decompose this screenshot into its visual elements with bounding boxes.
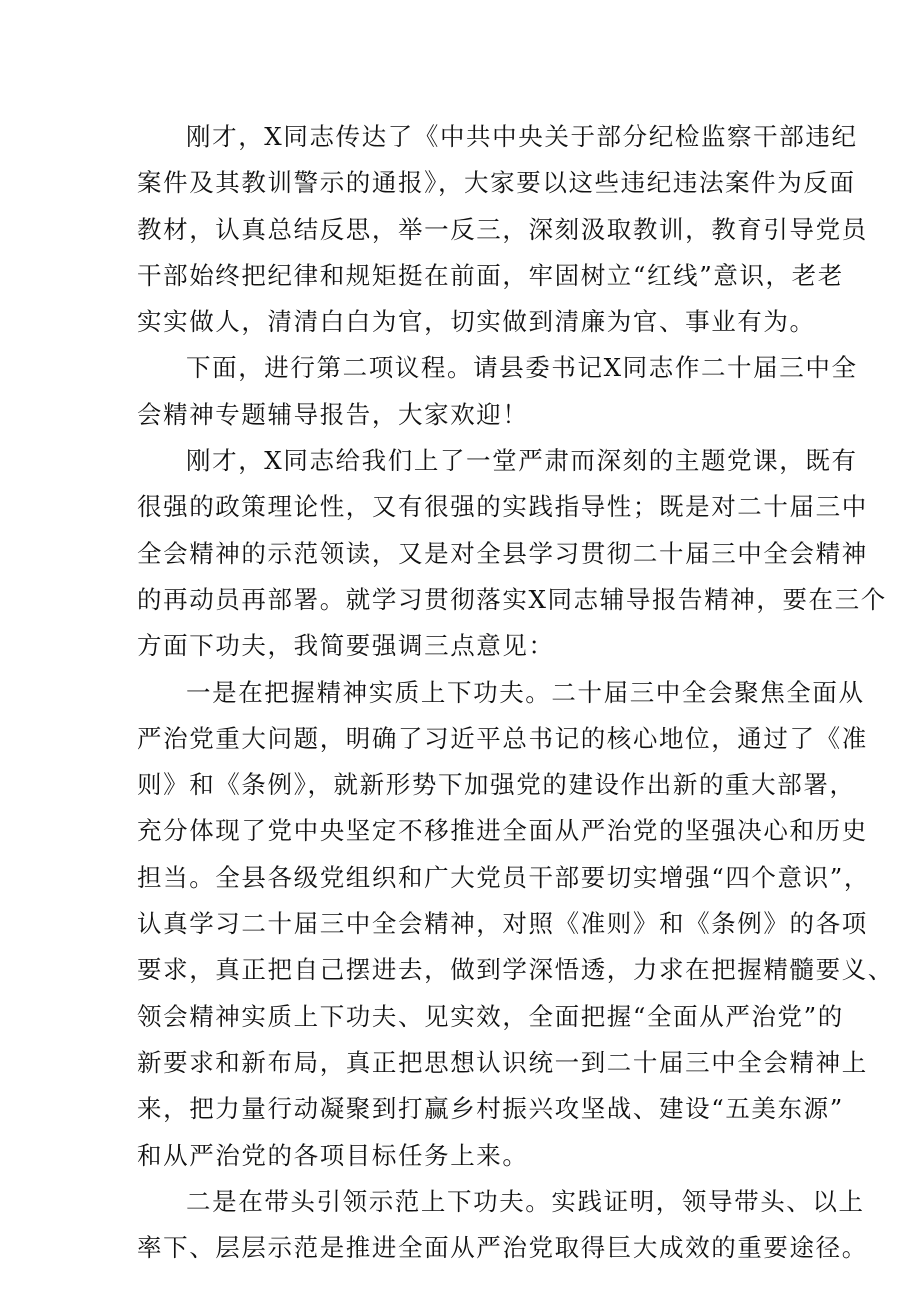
paragraph-line: 新要求和新布局，真正把思想认识统一到二十届三中全会精神上 — [137, 1047, 868, 1077]
paragraph-line: 方面下功夫，我简要强调三点意见： — [137, 631, 555, 661]
paragraph-line: 率下、层层示范是推进全面从严治党取得巨大成效的重要途径。 — [137, 1233, 868, 1263]
paragraph-5 — [137, 1179, 868, 1272]
paragraph-line: 则》和《条例》，就新形势下加强党的建设作出新的重大部署， — [137, 770, 856, 800]
paragraph-line: 一是在把握精神实质上下功夫。二十届三中全会聚焦全面从 — [186, 677, 865, 707]
paragraph-line: 严治党重大问题，明确了习近平总书记的核心地位，通过了《准 — [137, 723, 868, 753]
paragraph-line: 下面，进行第二项议程。请县委书记X同志作二十届三中全 — [186, 353, 858, 383]
paragraph-line: 实实做人，清清白白为官，切实做到清廉为官、事业有为。 — [137, 307, 816, 337]
paragraph-line: 二是在带头引领示范上下功夫。实践证明，领导带头、以上 — [186, 1186, 865, 1216]
paragraph-line: 刚才，X同志传达了《中共中央关于部分纪检监察干部违纪 — [186, 122, 858, 151]
paragraph-line: 领会精神实质上下功夫、见实效，全面把握“全面从严治党”的 — [137, 1001, 844, 1031]
paragraph-line: 全会精神的示范领读，又是对全县学习贯彻二十届三中全会精神 — [137, 538, 868, 568]
paragraph-line: 担当。全县各级党组织和广大党员干部要切实增强“四个意识”， — [137, 862, 870, 892]
paragraph-line: 会精神专题辅导报告，大家欢迎！ — [137, 399, 529, 429]
document-body — [137, 114, 894, 1271]
paragraph-line: 要求，真正把自己摆进去，做到学深悟透，力求在把握精髓要义、 — [137, 955, 894, 985]
paragraph-4 — [137, 670, 894, 1179]
paragraph-line: 来，把力量行动凝聚到打赢乡村振兴攻坚战、建设“五美东源” — [137, 1094, 844, 1124]
paragraph-1 — [137, 114, 868, 345]
paragraph-line: 教材，认真总结反思，举一反三，深刻汲取教训，教育引导党员 — [137, 214, 868, 244]
paragraph-3 — [137, 438, 887, 669]
paragraph-line: 案件及其教训警示的通报》，大家要以这些违纪违法案件为反面 — [137, 168, 856, 198]
paragraph-line: 很强的政策理论性，又有很强的实践指导性；既是对二十届三中 — [137, 492, 868, 522]
paragraph-line: 认真学习二十届三中全会精神，对照《准则》和《条例》的各项 — [137, 909, 868, 939]
paragraph-2 — [137, 345, 858, 438]
paragraph-line: 的再动员再部署。就学习贯彻落实X同志辅导报告精神，要在三个 — [137, 584, 887, 614]
paragraph-line: 干部始终把纪律和规矩挺在前面，牢固树立“红线”意识，老老 — [137, 260, 844, 290]
paragraph-line: 充分体现了党中央坚定不移推进全面从严治党的坚强决心和历史 — [137, 816, 868, 846]
paragraph-line: 刚才，X同志给我们上了一堂严肃而深刻的主题党课，既有 — [186, 446, 858, 476]
paragraph-line: 和从严治党的各项目标任务上来。 — [137, 1140, 529, 1170]
